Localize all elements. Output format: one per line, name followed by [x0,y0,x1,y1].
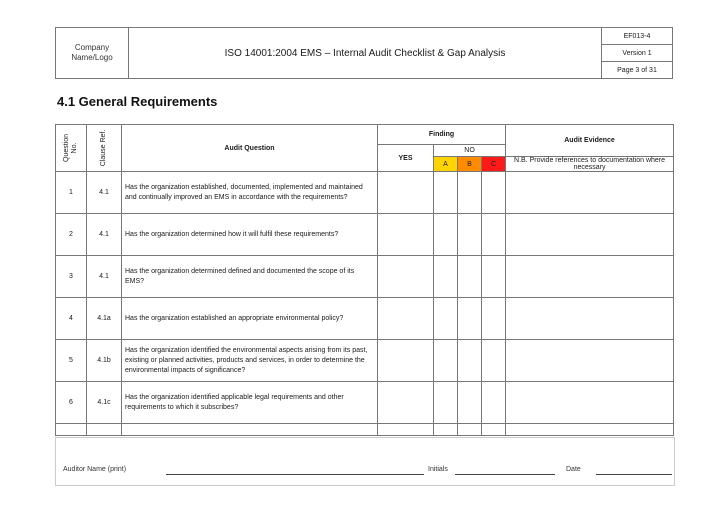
question-no-header: Question No. [56,125,87,172]
table-row [56,214,674,256]
audit-evidence-cell[interactable] [506,256,674,298]
evidence-note: N.B. Provide references to documentation where necessary [506,157,674,172]
empty-cell[interactable] [122,424,378,436]
severity-b-cell[interactable] [458,340,482,382]
audit-question-text: Has the organization identified the environmental aspects arising from its past, existing or planned activities, products and services, in order to determine the environmental impacts of significance? [122,340,378,382]
table-row [56,256,674,298]
empty-cell[interactable] [378,424,434,436]
audit-question-text: Has the organization identified applicable legal requirements and other requirements to which it subscribes? [122,382,378,424]
finding-header: Finding [378,125,506,145]
empty-cell [87,424,122,436]
question-number: 3 [56,256,87,298]
page-number: Page 3 of 31 [602,62,673,79]
form-code: EF013-4 [602,28,673,45]
question-number: 6 [56,382,87,424]
empty-cell [56,424,87,436]
clause-ref-header: Clause Ref. [87,125,122,172]
version-label: Version 1 [602,45,673,62]
clause-ref: 4.1a [87,298,122,340]
severity-a-header: A [434,157,458,172]
audit-question-text: Has the organization determined how it will fulfil these requirements? [122,214,378,256]
question-number: 4 [56,298,87,340]
severity-b-header: B [458,157,482,172]
yes-checkbox-cell[interactable] [378,256,434,298]
auditor-name-field[interactable] [166,474,424,475]
clause-ref: 4.1b [87,340,122,382]
audit-evidence-cell[interactable] [506,298,674,340]
audit-question-text: Has the organization determined defined and documented the scope of its EMS? [122,256,378,298]
severity-c-cell[interactable] [482,172,506,214]
severity-b-cell[interactable] [458,214,482,256]
no-header: NO [434,145,506,157]
severity-b-cell[interactable] [458,172,482,214]
question-number: 5 [56,340,87,382]
table-row [56,340,674,382]
severity-b-cell[interactable] [458,382,482,424]
audit-question-text: Has the organization established an appropriate environmental policy? [122,298,378,340]
question-number: 1 [56,172,87,214]
severity-c-header: C [482,157,506,172]
severity-a-cell[interactable] [434,382,458,424]
question-number: 2 [56,214,87,256]
severity-a-cell[interactable] [434,172,458,214]
section-title: 4.1 General Requirements [57,94,218,109]
table-row [56,172,674,214]
document-title: ISO 14001:2004 EMS – Internal Audit Checklist & Gap Analysis [129,28,602,79]
clause-ref: 4.1 [87,214,122,256]
severity-b-cell[interactable] [458,256,482,298]
document-header [55,27,673,79]
severity-a-cell[interactable] [434,256,458,298]
severity-c-cell[interactable] [482,298,506,340]
table-row [56,424,674,436]
initials-label: Initials [428,466,448,473]
table-row [56,298,674,340]
severity-c-cell[interactable] [482,256,506,298]
severity-a-cell[interactable] [434,340,458,382]
table-row [56,382,674,424]
audit-evidence-cell[interactable] [506,340,674,382]
empty-cell[interactable] [458,424,482,436]
yes-checkbox-cell[interactable] [378,298,434,340]
yes-checkbox-cell[interactable] [378,340,434,382]
severity-c-cell[interactable] [482,214,506,256]
severity-a-cell[interactable] [434,214,458,256]
audit-evidence-cell[interactable] [506,382,674,424]
clause-ref: 4.1 [87,172,122,214]
date-label: Date [566,466,581,473]
empty-cell[interactable] [434,424,458,436]
audit-evidence-cell[interactable] [506,214,674,256]
initials-field[interactable] [455,474,555,475]
clause-ref: 4.1c [87,382,122,424]
audit-evidence-cell[interactable] [506,172,674,214]
audit-question-text: Has the organization established, documented, implemented and maintained and continually improved an EMS in accordance with the requirements? [122,172,378,214]
empty-cell[interactable] [482,424,506,436]
auditor-name-label: Auditor Name (print) [63,466,127,473]
severity-c-cell[interactable] [482,382,506,424]
yes-checkbox-cell[interactable] [378,382,434,424]
severity-b-cell[interactable] [458,298,482,340]
yes-checkbox-cell[interactable] [378,172,434,214]
empty-cell[interactable] [506,424,674,436]
audit-checklist-table [55,124,674,436]
yes-header: YES [378,145,434,172]
severity-a-cell[interactable] [434,298,458,340]
yes-checkbox-cell[interactable] [378,214,434,256]
audit-evidence-header: Audit Evidence [506,125,674,157]
clause-ref: 4.1 [87,256,122,298]
signature-section [55,437,675,486]
audit-question-header: Audit Question [122,125,378,172]
company-logo-placeholder: Company Name/Logo [56,28,129,79]
date-field[interactable] [596,474,672,475]
severity-c-cell[interactable] [482,340,506,382]
